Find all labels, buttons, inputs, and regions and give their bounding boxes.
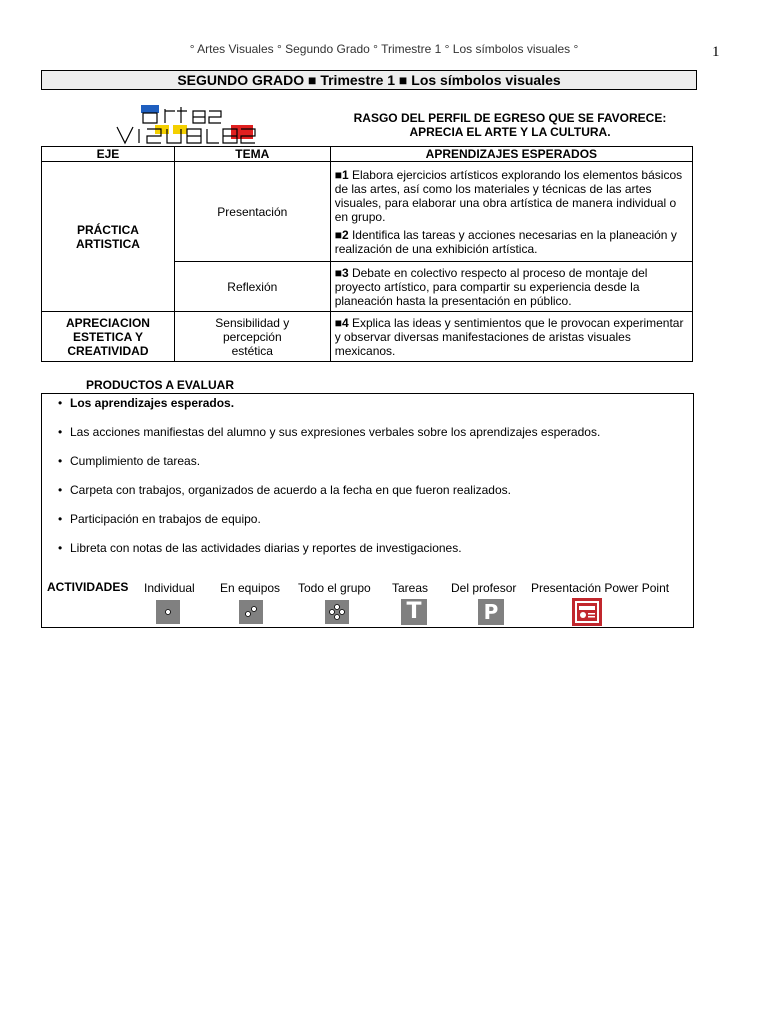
list-item-text: Carpeta con trabajos, organizados de acuerdo a la fecha en que fueron realizados. [70, 483, 511, 497]
item-text: Identifica las tareas y acciones necesarias en la planeación y realización de una exhibición artística. [334, 227, 677, 256]
bullet: • [58, 541, 63, 555]
eje-practica [42, 162, 175, 312]
list-item-text: Participación en trabajos de equipo. [70, 512, 261, 526]
list-item-text: Las acciones manifiestas del alumno y sus expresiones verbales sobre los aprendizajes esperados. [70, 425, 601, 439]
list-item [58, 512, 600, 541]
page-title: SEGUNDO GRADO ■ Trimestre 1 ■ Los símbolos visuales [41, 70, 697, 90]
list-item [58, 483, 600, 512]
item-text: Explica las ideas y sentimientos que le provocan experimentar y observar diversas manifestaciones de aristas visuales mexicanos. [334, 315, 684, 358]
header-tema: TEMA [174, 147, 330, 162]
list-item [58, 454, 600, 483]
item-number: ■3 [334, 265, 349, 280]
actividad-grupo-label: Todo el grupo [298, 581, 371, 595]
actividad-equipos-label: En equipos [220, 581, 281, 595]
letter-p-glyph: P [483, 600, 499, 624]
team-dots-icon [239, 600, 263, 624]
aprendizaje-item [335, 316, 688, 358]
item-text: Debate en colectivo respecto al proceso de montaje del proyecto artístico, para compartir su experiencia desde la planeación hasta la presentación en público. [334, 265, 648, 308]
list-item-text: Libreta con notas de las actividades diarias y reportes de investigaciones. [70, 541, 462, 555]
header-eje: EJE [42, 147, 175, 162]
tema-reflexion: Reflexión [174, 262, 330, 312]
list-item-text: Cumplimiento de tareas. [70, 454, 201, 468]
tema-sensibilidad-label: Sensibilidad y percepción estética [215, 315, 290, 358]
single-dot-icon [156, 600, 180, 624]
tema-presentacion: Presentación [174, 162, 330, 262]
productos-title: PRODUCTOS A EVALUAR [86, 378, 235, 392]
item-number: ■1 [334, 167, 349, 182]
group-dots-icon [325, 600, 349, 624]
list-item [58, 396, 600, 425]
bullet: • [58, 454, 63, 468]
bullet: • [58, 512, 63, 526]
aprendizajes-cell-3 [330, 312, 692, 362]
list-item [58, 425, 600, 454]
aprendizajes-table [41, 146, 693, 362]
letter-t-icon [401, 599, 427, 625]
table-row [42, 312, 693, 362]
actividad-individual-label: Individual [144, 581, 195, 595]
eje-apreciacion [42, 312, 175, 362]
header-aprendizajes: APRENDIZAJES ESPERADOS [330, 147, 692, 162]
eje-practica-label: PRÁCTICA ARTISTICA [75, 222, 140, 251]
letter-t-glyph: T [406, 599, 422, 624]
running-header: ° Artes Visuales ° Segundo Grado ° Trimestre 1 ° Los símbolos visuales ° [189, 42, 579, 56]
list-item-text: Los aprendizajes esperados. [70, 396, 235, 410]
tema-sensibilidad [174, 312, 330, 362]
rasgo-perfil [330, 111, 690, 139]
actividad-powerpoint-label: Presentación Power Point [531, 581, 670, 595]
page-number: 1 [712, 44, 720, 60]
productos-box [41, 393, 694, 628]
aprendizajes-cell-2 [330, 262, 692, 312]
item-text: Elabora ejercicios artísticos explorando los elementos básicos de las artes, así como los materiales y técnicas de las artes visuales, para elaborar una obra artística de manera individual o en grupo. [334, 167, 683, 224]
bullet: • [58, 425, 63, 439]
productos-list [58, 396, 600, 570]
rasgo-line-1: RASGO DEL PERFIL DE EGRESO QUE SE FAVORECE: [353, 111, 667, 125]
artes-visuales-logo [113, 103, 260, 147]
aprendizaje-item [335, 168, 688, 224]
rasgo-line-2: APRECIA EL ARTE Y LA CULTURA. [409, 125, 611, 139]
item-number: ■4 [334, 315, 349, 330]
table-row [42, 162, 693, 262]
item-number: ■2 [334, 227, 349, 242]
bullet: • [58, 483, 63, 497]
aprendizaje-item [335, 228, 688, 256]
aprendizajes-cell-1 [330, 162, 692, 262]
list-item [58, 541, 600, 570]
powerpoint-icon [572, 598, 602, 626]
aprendizaje-item [335, 266, 688, 308]
letter-p-icon [478, 599, 504, 625]
table-header-row [42, 147, 693, 162]
bullet: • [58, 396, 63, 410]
eje-apreciacion-label: APRECIACION ESTETICA Y CREATIVIDAD [65, 315, 150, 358]
actividades-label: ACTIVIDADES [47, 580, 129, 594]
actividad-tareas-label: Tareas [392, 581, 429, 595]
actividad-profesor-label: Del profesor [451, 581, 517, 595]
